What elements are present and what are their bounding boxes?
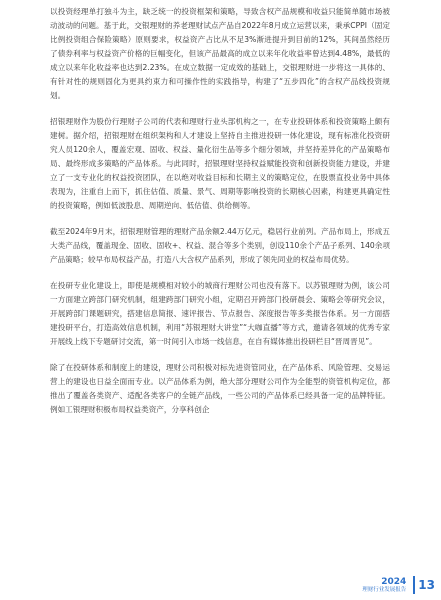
page-footer — [362, 572, 435, 598]
footer-divider — [413, 576, 415, 594]
paragraph-3: 截至2024年9月末，招银理财管理的理财产品余额2.44万亿元，稳居行业前列。产品布局上，形成五大类产品线，覆盖现金、固收、固收+、权益、混合等多个类别，创设110余个产品子系列、140余项产品策略；较早布局权益产品，打造八大含权产品系列，形成了领先同业的权益布局优势。 — [50, 227, 390, 264]
paragraph-1: 以投资经理单打独斗为主，缺乏统一的投资框架和策略，导致含权产品规模和收益只能简单随市场被动波动的问题。基于此，交银理财的养老理财试点产品自2022年8月成立运营以来，秉承CPPI（固定比例投资组合保险策略）原则要求，权益资产占比从不足3%渐进提升到目前的12%，其间虽然经历了债券利率与权益资产价格的巨幅变化，但该产品最高的成立以来年化收益率曾达到4.48%，最低的成立以来年化收益率也达到2.23%。在成立数据一定成效的基础上，交银理财进一步将这一具体的、有针对性的规则固化为更具约束力和可操作性的实践指导，构建了“五步四化”的含权产品线投资规划。 — [50, 7, 390, 100]
footer-report-label — [362, 577, 406, 594]
footer-subtitle: 理财行业发展报告 — [362, 586, 407, 593]
paragraph-4: 在投研专业化建设上，即使是规模相对较小的城商行理财公司也没有落下。以苏银理财为例，该公司一方面建立跨部门研究机制，组建跨部门研究小组，定期召开跨部门投研晨会、策略会等研究会议，开展跨部门课题研究，搭建信息简报、速评报告、节点报告、深度报告等多类报告体系。另一方面搭建投研平台，打造高效信息机制，利用“苏银理财大讲堂”“大咖直播”等方式，邀请各领域的优秀专家开展线上线下专题研讨交流，第一时间引入市场一线信息，在自有媒体推出投研栏目“晋周晋见”。 — [50, 281, 390, 346]
page-number: 13 — [418, 578, 435, 592]
paragraph-5: 除了在投研体系和制度上的建设，理财公司积极对标先进资管同业，在产品体系、风险管理、交易运营上的建设也日益全面而专业。以产品体系为例，绝大部分理财公司作为全能型的资管机构定位，都推出了覆盖各类资产、适配各类客户的全链产品线，一些公司的产品体系已经具备一定的品牌特征。例如工银理财积极布局权益类资产，分享科创企 — [50, 363, 390, 414]
article-body — [50, 0, 390, 429]
paragraph-2: 招银理财作为股份行理财子公司的代表和理财行业头部机构之一，在专业投研体系和投资策略上颇有建树。据介绍，招银理财在组织架构和人才建设上坚持自主推进投研一体化建设，现有标准化投资研究人员120余人，覆盖宏观、固收、权益、量化衍生品等多个细分领域，并坚持差异化的产品策略布局、最终形成多策略的产品体系。与此同时，招银理财坚持权益赋能投资和创新投资能力建设，并建立了一支专业化的权益投资团队，在以绝对收益目标和长期主义的策略定位，在股票直投业务中具体表现为，注重自上而下，抓住估值、质量、景气、周期等影响投资的长期核心因素，构建更具确定性的投资策略，例如低波股息、周期逆向、低估值、供给侧等。 — [50, 117, 390, 210]
footer-year: 2024 — [381, 576, 407, 587]
